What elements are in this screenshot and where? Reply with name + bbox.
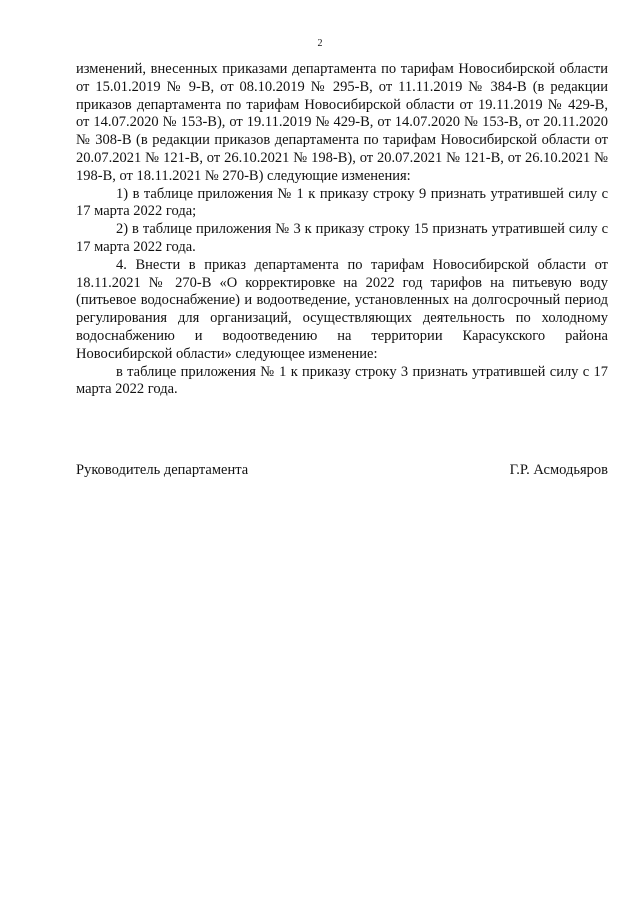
page-number: 2: [317, 38, 323, 49]
signature-block: [76, 461, 608, 479]
signature-position: Руководитель департамента: [76, 462, 249, 478]
paragraph-section-4-change: в таблице приложения № 1 к приказу строку 3 признать утратившей силу с 17 марта 2022 года.: [76, 363, 608, 398]
paragraph-section-4: 4. Внести в приказ департамента по тарифам Новосибирской области от 18.11.2021 № 270-В «О корректировке на 2022 год тарифов на питьевую воду (питьевое водоснабжение) и водоотведение, установленных на долгосрочный период регулирования для организаций, осуществляющих деятельность по холодному водоснабжению и водоотведению на территории Карасукского района Новосибирской области» следующее изменение:: [76, 256, 608, 362]
paragraph-item-2: 2) в таблице приложения № 3 к приказу строку 15 признать утратившей силу с 17 марта 2022 года.: [76, 221, 608, 255]
document-body: [76, 61, 608, 399]
paragraph-item-1: 1) в таблице приложения № 1 к приказу строку 9 признать утратившей силу с 17 марта 2022 года;: [76, 185, 608, 220]
signature-name: Г.Р. Асмодьяров: [509, 462, 608, 478]
paragraph-continuation: изменений, внесенных приказами департамента по тарифам Новосибирской области от 15.01.2019 № 9-В, от 08.10.2019 № 295-В, от 11.11.2019 № 384-В (в редакции приказов департамента по тарифам Новосибирской области от 19.11.2019 № 429-В, от 14.07.2020 № 153-В), от 19.11.2019 № 429-В, от 14.07.2020 № 153-В, от 20.11.2020 № 308-В (в редакции приказов департамента по тарифам Новосибирской области от 20.07.2021 № 121-В, от 26.10.2021 № 198-В), от 20.07.2021 № 121-В, от 26.10.2021 № 198-В, от 18.11.2021 № 270-В) следующие изменения:: [76, 61, 608, 184]
